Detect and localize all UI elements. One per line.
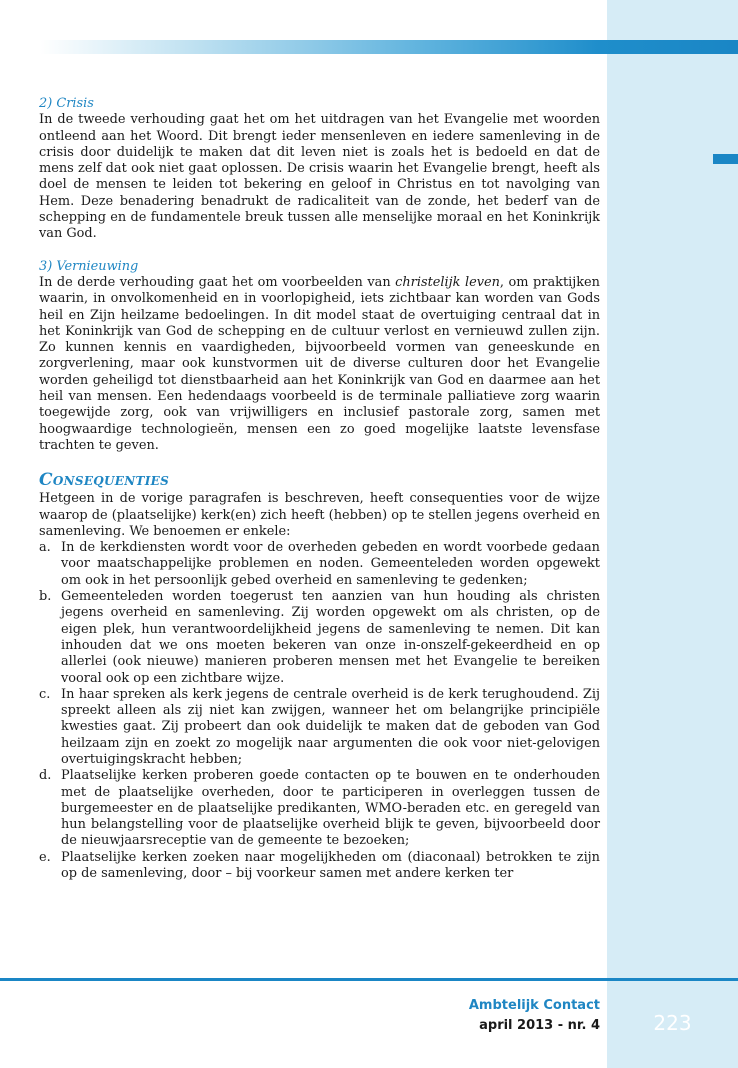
footer-rule [0, 978, 738, 981]
consequences-list [39, 540, 600, 882]
magazine-title: Ambtelijk Contact [468, 998, 600, 1013]
list-marker: d. [39, 768, 52, 784]
list-item [39, 768, 600, 849]
list-item [39, 850, 600, 883]
section-title: 2) Crisis [39, 96, 94, 111]
footer [469, 996, 600, 1036]
list-marker: e. [39, 849, 51, 865]
section-title: 3) Vernieuwing [39, 258, 139, 274]
section-paragraph: In de tweede verhouding gaat het om het uitdragen van het Evangelie met woorden ontleend aan het Woord. Dit brengt ieder mensenleven en iedere samenleving in de crisis door duidelijk te maken dat dit leven niet is zoals het is bedoeld en dat de mens zelf dat ook niet gaat oplossen. De crisis waarin het Evangelie brengt, heeft als doel de mensen te leiden tot bekering en geloof in Christus en tot navolging van Hem. Deze benadering benadrukt de radicaliteit van de zonde, het bederf van de schepping en de fundamentele breuk tussen alle menselijke moraal en het Koninkrijk van God. [39, 112, 600, 242]
paragraph-text: In de derde verhouding gaat het om voorbeelden van [39, 274, 396, 290]
list-item [39, 589, 600, 687]
list-item [39, 540, 600, 589]
issue-label: april 2013 - nr. 4 [479, 1018, 600, 1033]
header-gradient-band [40, 40, 738, 54]
list-marker: a. [39, 540, 51, 556]
side-tab-marker [713, 154, 738, 164]
article-body [39, 96, 600, 882]
page-number: 223 [653, 1011, 692, 1035]
consequences-heading: Consequenties [39, 470, 170, 491]
emphasis-text: christelijk leven [395, 274, 500, 290]
section-crisis [39, 96, 600, 243]
list-item-text: In de kerkdiensten wordt voor de overheden gebeden en wordt voorbede gedaan voor maatschappelijke problemen en noden. Gemeenteleden worden opgewekt om ook in het persoonlijk gebed overheid en samenleving te gedenken; [61, 540, 600, 588]
paragraph-text: , om praktijken waarin, in onvolkomenheid en in voorlopigheid, iets zichtbaar kan worden van Gods heil en Zijn heilzame bedoelingen. In dit model staat de overtuiging centraal dat in het Koninkrijk van God de schepping en de cultuur verlost en vernieuwd zullen zijn. Zo kunnen kennis en vaardigheden, bijvoorbeeld vormen van geneeskunde en zorgverlening, maar ook kunstvormen uit de diverse culturen door het Evangelie worden geheiligd tot dienstbaarheid aan het Koninkrijk van God en daarmee aan het heil van mensen. Een hedendaags voorbeeld is de terminale palliatieve zorg waarin toegewijde zorg, ook van vrijwilligers en inclusief pastorale zorg, samen met hoogwaardige technologieën, mensen een zo goed mogelijke laatste levensfase trachten te geven. [39, 274, 600, 453]
list-marker: c. [39, 686, 51, 702]
consequences-intro: Hetgeen in de vorige paragrafen is beschreven, heeft consequenties voor de wijze waarop de (plaatselijke) kerk(en) zich heeft (hebben) op te stellen jegens overheid en samenleving. We benoemen er enkele: [39, 491, 600, 539]
section-vernieuwing [39, 259, 600, 455]
list-item-text: Gemeenteleden worden toegerust ten aanzien van hun houding als christen jegens overheid en samenleving. Zij worden opgewekt om als christen, op de eigen plek, hun verantwoordelijkheid jegens de samenleving te nemen. Dit kan inhouden dat we ons moeten bekeren van onze in-onszelf-gekeerdheid en op allerlei (ook nieuwe) manieren proberen mensen met het Evangelie te bereiken vooral ook op een zichtbare wijze. [61, 589, 600, 686]
list-marker: b. [39, 589, 52, 605]
list-item-text: Plaatselijke kerken zoeken naar mogelijkheden om (diaconaal) betrokken te zijn op de samenleving, door – bij voorkeur samen met andere kerken ter [61, 849, 600, 882]
list-item-text: Plaatselijke kerken proberen goede contacten op te bouwen en te onderhouden met de plaatselijke overheden, door te participeren in overleggen tussen de burgemeester en de plaatselijke predikanten, WMO-beraden etc. en geregeld van hun belangstelling voor de plaatselijke overheid blijk te geven, bijvoorbeeld door de nieuwjaarsreceptie van de gemeente te bezoeken; [61, 768, 600, 849]
section-paragraph [39, 275, 600, 454]
list-item [39, 687, 600, 768]
list-item-text: In haar spreken als kerk jegens de centrale overheid is de kerk terughoudend. Zij spreekt alleen als zij niet kan zwijgen, wanneer het om belangrijke principiële kwesties gaat. Zij probeert dan ook duidelijk te maken dat de geboden van God heilzaam zijn en zoekt zo mogelijk naar argumenten die ook voor niet-gelovigen overtuigingskracht hebben; [61, 686, 600, 767]
